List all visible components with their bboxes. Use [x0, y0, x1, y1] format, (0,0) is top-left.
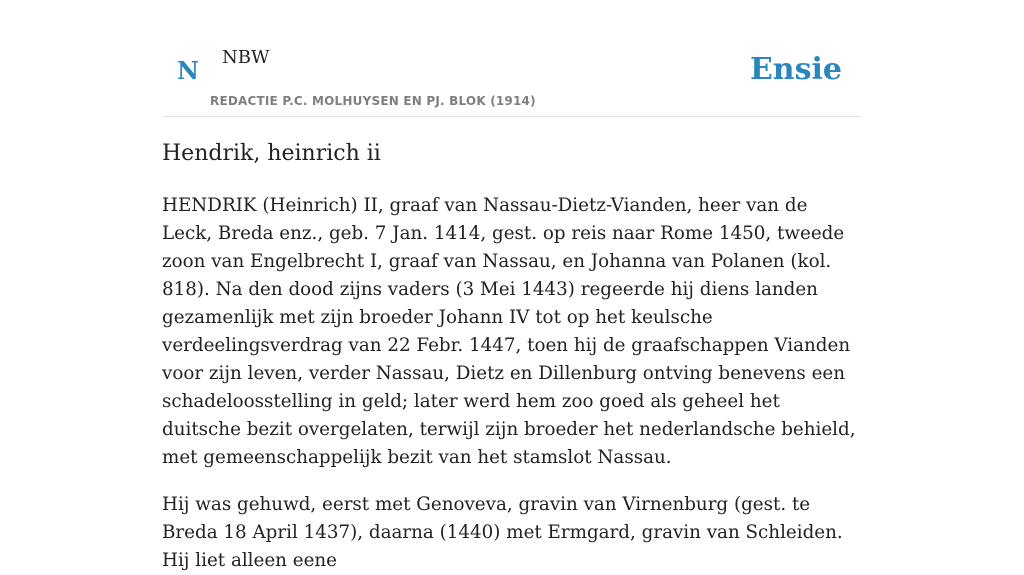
site-header [162, 0, 862, 117]
source-logo-icon[interactable]: N [177, 56, 199, 85]
brand-logo[interactable]: Ensie [749, 52, 842, 87]
article-paragraph: HENDRIK (Heinrich) II, graaf van Nassau-Dietz-Vianden, heer van de Leck, Breda enz., geb. 7 Jan. 1414, gest. op reis naar Rome 1450, tweede zoon van Engelbrecht I, graaf van Nassau, en Johanna van Polanen (kol. 818). Na den dood zijns vaders (3 Mei 1443) regeerde hij diens landen gezamenlijk met zijn broeder Johann IV tot op het keulsche verdeelingsverdrag van 22 Febr. 1447, toen hij de graafschappen Vianden voor zijn leven, verder Nassau, Dietz en Dillenburg ontving benevens een schadeloosstelling in geld; later werd hem zoo goed als geheel het duitsche bezit overgelaten, terwijl zijn broeder het nederlandsche behield, met gemeenschappelijk bezit van het stamslot Nassau. [162, 195, 856, 468]
article-paragraph: Hij was gehuwd, eerst met Genoveva, gravin van Virnenburg (gest. te Breda 18 April 1437), daarna (1440) met Ermgard, gravin van Schleiden. Hij liet alleen eene [162, 494, 843, 571]
article-title: Hendrik, heinrich ii [162, 141, 381, 166]
source-title[interactable]: NBW [222, 47, 270, 68]
article [162, 138, 862, 575]
source-subtitle: REDACTIE P.C. MOLHUYSEN EN PJ. BLOK (1914) [210, 94, 536, 108]
